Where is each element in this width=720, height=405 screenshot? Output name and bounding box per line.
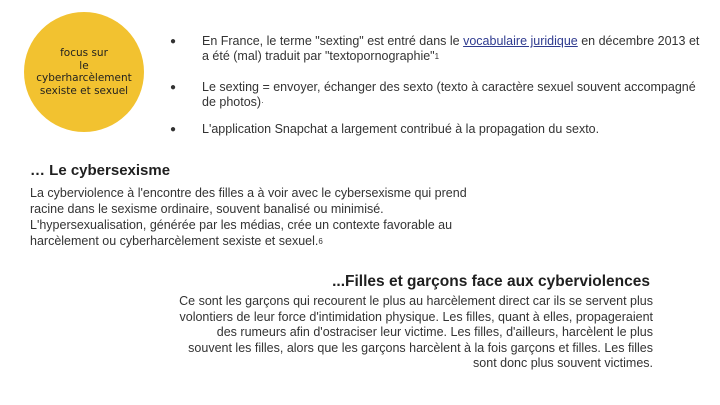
bullet-list xyxy=(168,34,708,142)
bullet-item-sexting-definition xyxy=(168,80,708,122)
filles-garcons-paragraph: Ce sont les garçons qui recourent le plus au harcèlement direct car ils se servent plus volontiers de leur force d'intimidation physique. Les filles, quant à elles, propageraient des rumeurs afin d'ostraciser leur victime. Les filles, d'ailleurs, harcèlent le plus souvent les filles, alors que les garçons harcèlent à la fois garçons et filles. Les filles sont donc plus souvent victimes. xyxy=(179,294,653,370)
badge-line: le xyxy=(79,59,89,72)
badge-line: cyberharcèlement xyxy=(36,72,132,84)
bullet-text: L'application Snapchat a largement contribué à la propagation du sexto. xyxy=(202,122,600,136)
footnote-marker: 1 xyxy=(434,52,440,61)
cybersexisme-text: La cyberviolence à l'encontre des filles a à voir avec le cybersexisme qui prend racine dans le sexisme ordinaire, souvent banalisé ou minimisé. L'hypersexualisation, générée par les médias, crée un contexte favorable au harcèlement ou cyberharcèlement sexiste et sexuel. xyxy=(30,186,467,248)
badge-text xyxy=(30,47,138,97)
cybersexisme-paragraph xyxy=(30,185,500,250)
badge-line: sexiste et sexuel xyxy=(39,84,129,97)
focus-badge xyxy=(24,12,144,132)
footnote-marker: · xyxy=(261,98,264,107)
bullet-text: en décembre 2013 et a été (mal) traduit par "textopornographie" xyxy=(202,34,700,63)
filles-garcons-heading: ...Filles et garçons face aux cyberviolences xyxy=(332,273,650,290)
footnote-marker: 6 xyxy=(318,237,323,246)
bullet-marker: ● xyxy=(170,82,177,93)
bullet-marker: ● xyxy=(170,36,177,47)
badge-line: focus sur xyxy=(60,47,108,59)
bullet-text: En France, le terme "sexting" est entré dans le xyxy=(202,34,464,48)
bullet-item-sexting-law xyxy=(168,34,708,80)
bullet-item-snapchat xyxy=(168,122,708,142)
cybersexisme-heading: … Le cybersexisme xyxy=(30,162,171,179)
bullet-marker: ● xyxy=(170,124,177,135)
bullet-text: Le sexting = envoyer, échanger des sexto (texto à caractère sexuel souvent accompagné de photos) xyxy=(202,80,696,109)
vocabulaire-juridique-link[interactable]: vocabulaire juridique xyxy=(463,34,578,48)
